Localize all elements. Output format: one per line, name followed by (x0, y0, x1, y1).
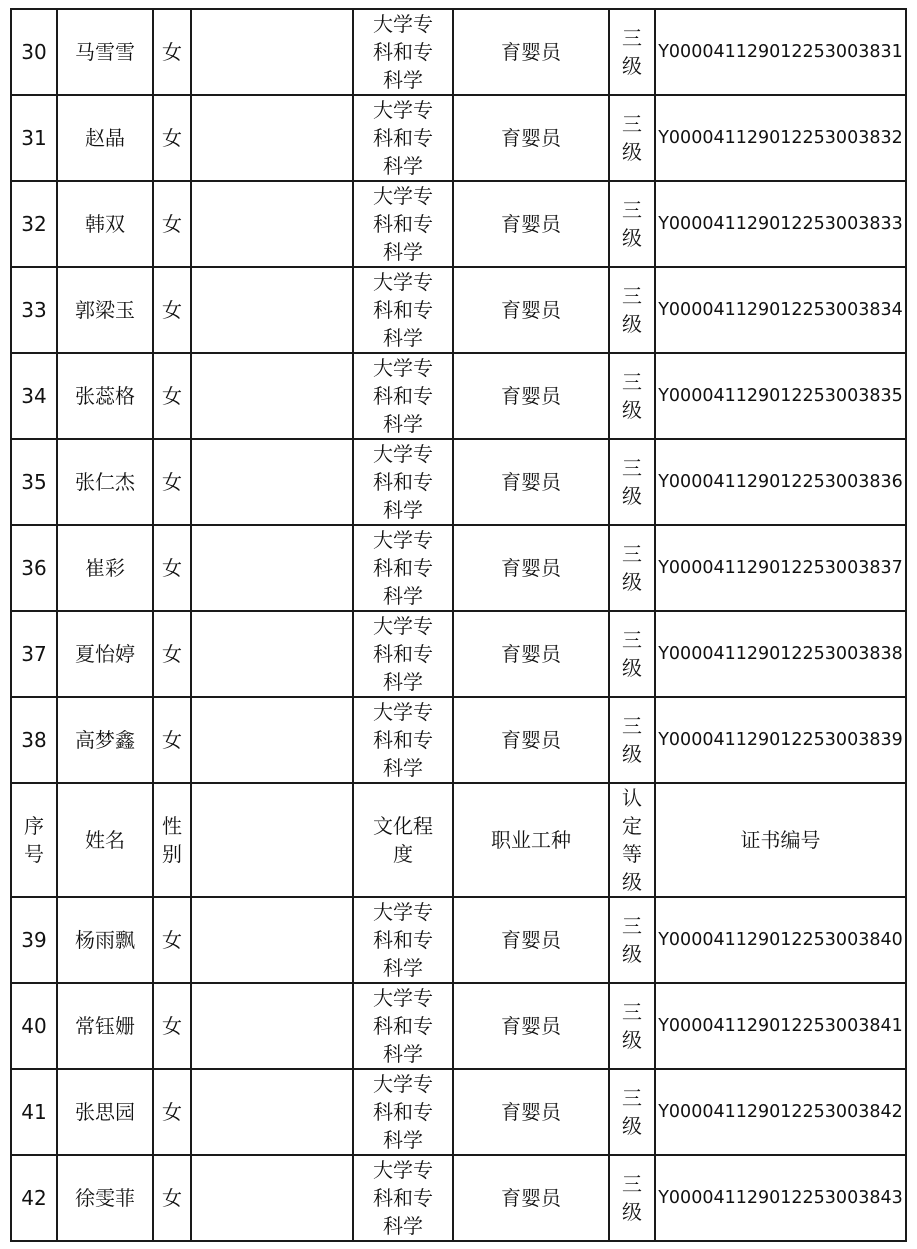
table-header-block (11, 783, 906, 897)
cell-name: 常钰姗 (57, 983, 153, 1069)
cell-seq: 36 (11, 525, 57, 611)
table-row (11, 1155, 906, 1241)
cell-blank (191, 267, 353, 353)
cell-blank (191, 95, 353, 181)
cell-seq: 34 (11, 353, 57, 439)
cell-gender: 女 (153, 525, 191, 611)
cell-blank (191, 525, 353, 611)
cell-name: 崔彩 (57, 525, 153, 611)
cell-seq: 33 (11, 267, 57, 353)
cell-blank (191, 439, 353, 525)
cell-gender: 女 (153, 611, 191, 697)
table-row (11, 181, 906, 267)
table-row (11, 267, 906, 353)
table-row (11, 439, 906, 525)
cell-cert-number: Y000041129012253003841 (655, 983, 906, 1069)
cell-education: 大学专 科和专 科学 (353, 1069, 453, 1155)
cell-education: 大学专 科和专 科学 (353, 181, 453, 267)
table-row (11, 353, 906, 439)
cell-occupation: 育婴员 (453, 95, 609, 181)
cell-level: 三 级 (609, 525, 655, 611)
cell-blank (191, 181, 353, 267)
cell-cert-number: Y000041129012253003834 (655, 267, 906, 353)
cell-level: 三 级 (609, 983, 655, 1069)
cell-cert-number: Y000041129012253003839 (655, 697, 906, 783)
cell-name: 韩双 (57, 181, 153, 267)
cell-gender: 女 (153, 697, 191, 783)
cell-blank (191, 353, 353, 439)
certificate-table-sheet (10, 8, 907, 1242)
cell-name: 张仁杰 (57, 439, 153, 525)
cell-level: 三 级 (609, 1155, 655, 1241)
cell-education: 大学专 科和专 科学 (353, 439, 453, 525)
cell-name: 夏怡婷 (57, 611, 153, 697)
cell-education: 大学专 科和专 科学 (353, 697, 453, 783)
cell-education: 大学专 科和专 科学 (353, 983, 453, 1069)
table-row (11, 697, 906, 783)
cell-gender: 女 (153, 181, 191, 267)
cell-level: 三 级 (609, 9, 655, 95)
header-name: 姓名 (57, 783, 153, 897)
cell-gender: 女 (153, 439, 191, 525)
cell-gender: 女 (153, 1069, 191, 1155)
cell-cert-number: Y000041129012253003842 (655, 1069, 906, 1155)
cell-education: 大学专 科和专 科学 (353, 611, 453, 697)
header-level: 认 定 等 级 (609, 783, 655, 897)
cell-level: 三 级 (609, 897, 655, 983)
cell-name: 徐雯菲 (57, 1155, 153, 1241)
cell-blank (191, 897, 353, 983)
cell-occupation: 育婴员 (453, 697, 609, 783)
cell-occupation: 育婴员 (453, 1069, 609, 1155)
header-occupation: 职业工种 (453, 783, 609, 897)
cell-blank (191, 9, 353, 95)
cell-level: 三 级 (609, 353, 655, 439)
cell-level: 三 级 (609, 439, 655, 525)
table-row (11, 983, 906, 1069)
cell-education: 大学专 科和专 科学 (353, 353, 453, 439)
cell-name: 张思园 (57, 1069, 153, 1155)
cell-gender: 女 (153, 95, 191, 181)
table-row (11, 897, 906, 983)
cell-gender: 女 (153, 897, 191, 983)
cell-education: 大学专 科和专 科学 (353, 9, 453, 95)
cell-cert-number: Y000041129012253003837 (655, 525, 906, 611)
cell-cert-number: Y000041129012253003843 (655, 1155, 906, 1241)
cell-seq: 38 (11, 697, 57, 783)
table-body-top (11, 9, 906, 783)
cell-level: 三 级 (609, 181, 655, 267)
cell-name: 张蕊格 (57, 353, 153, 439)
cell-occupation: 育婴员 (453, 353, 609, 439)
cell-occupation: 育婴员 (453, 9, 609, 95)
cell-seq: 31 (11, 95, 57, 181)
cell-level: 三 级 (609, 697, 655, 783)
cell-blank (191, 611, 353, 697)
cell-gender: 女 (153, 9, 191, 95)
cell-occupation: 育婴员 (453, 439, 609, 525)
table-row (11, 525, 906, 611)
table-body-bottom (11, 897, 906, 1241)
cell-gender: 女 (153, 353, 191, 439)
cell-level: 三 级 (609, 1069, 655, 1155)
certificate-table (10, 8, 907, 1242)
header-seq: 序 号 (11, 783, 57, 897)
cell-education: 大学专 科和专 科学 (353, 95, 453, 181)
header-gender: 性 别 (153, 783, 191, 897)
cell-occupation: 育婴员 (453, 1155, 609, 1241)
cell-education: 大学专 科和专 科学 (353, 267, 453, 353)
cell-gender: 女 (153, 1155, 191, 1241)
cell-occupation: 育婴员 (453, 611, 609, 697)
cell-name: 郭梁玉 (57, 267, 153, 353)
cell-seq: 37 (11, 611, 57, 697)
cell-education: 大学专 科和专 科学 (353, 1155, 453, 1241)
cell-occupation: 育婴员 (453, 897, 609, 983)
cell-level: 三 级 (609, 611, 655, 697)
cell-education: 大学专 科和专 科学 (353, 897, 453, 983)
cell-blank (191, 1155, 353, 1241)
cell-level: 三 级 (609, 267, 655, 353)
cell-cert-number: Y000041129012253003832 (655, 95, 906, 181)
cell-cert-number: Y000041129012253003836 (655, 439, 906, 525)
cell-seq: 32 (11, 181, 57, 267)
header-row (11, 783, 906, 897)
cell-occupation: 育婴员 (453, 181, 609, 267)
cell-gender: 女 (153, 267, 191, 353)
cell-blank (191, 983, 353, 1069)
header-education: 文化程 度 (353, 783, 453, 897)
cell-level: 三 级 (609, 95, 655, 181)
cell-cert-number: Y000041129012253003833 (655, 181, 906, 267)
cell-seq: 30 (11, 9, 57, 95)
cell-blank (191, 1069, 353, 1155)
table-row (11, 1069, 906, 1155)
cell-cert-number: Y000041129012253003838 (655, 611, 906, 697)
cell-name: 杨雨飘 (57, 897, 153, 983)
cell-seq: 42 (11, 1155, 57, 1241)
cell-education: 大学专 科和专 科学 (353, 525, 453, 611)
cell-seq: 40 (11, 983, 57, 1069)
cell-cert-number: Y000041129012253003831 (655, 9, 906, 95)
cell-cert-number: Y000041129012253003840 (655, 897, 906, 983)
cell-seq: 35 (11, 439, 57, 525)
cell-seq: 41 (11, 1069, 57, 1155)
cell-name: 高梦鑫 (57, 697, 153, 783)
cell-blank (191, 697, 353, 783)
header-cert: 证书编号 (655, 783, 906, 897)
cell-name: 赵晶 (57, 95, 153, 181)
cell-occupation: 育婴员 (453, 525, 609, 611)
cell-cert-number: Y000041129012253003835 (655, 353, 906, 439)
cell-seq: 39 (11, 897, 57, 983)
cell-name: 马雪雪 (57, 9, 153, 95)
cell-occupation: 育婴员 (453, 267, 609, 353)
table-row (11, 9, 906, 95)
cell-occupation: 育婴员 (453, 983, 609, 1069)
cell-gender: 女 (153, 983, 191, 1069)
table-row (11, 611, 906, 697)
header-blank (191, 783, 353, 897)
table-row (11, 95, 906, 181)
